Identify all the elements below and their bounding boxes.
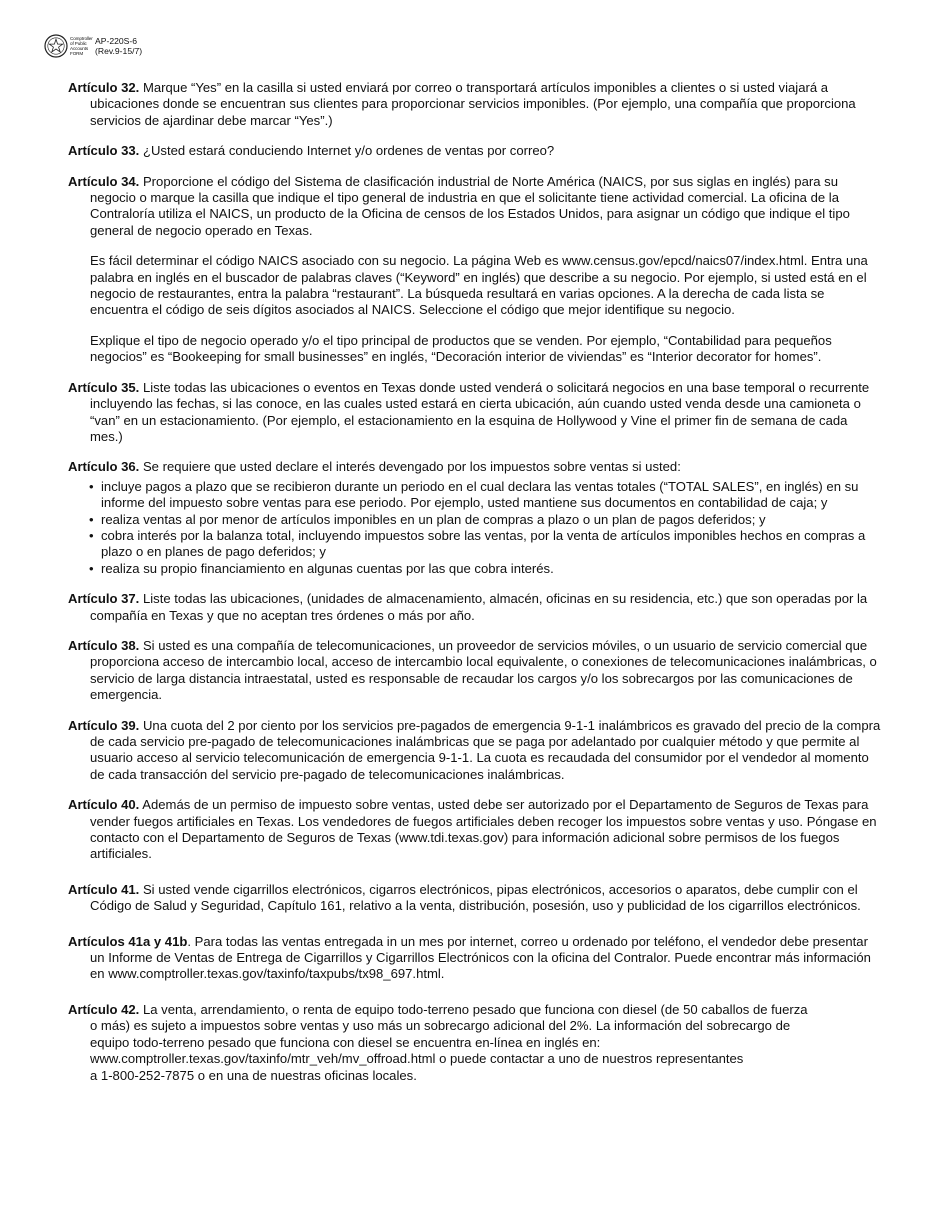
item-text: Una cuota del 2 por ciento por los servicios pre-pagados de emergencia 9-1-1 inalámbricos es gravado del precio de la compra de cada servicio pre-pagado de telecomunicaciones inalámbricas que se paga por adelantado por cualquier método y que permite al usuario acceso al servicio telecomunicación de emergencia 9-1-1. La cuota es recaudada del consumidor por el vendedor al momento de cada transacción del servicio pre-pagado de telecomunicaciones inalámbricas. xyxy=(90,717,881,782)
item-34-paragraph-3: Explique el tipo de negocio operado y/o el tipo principal de productos que se venden. Por ejemplo, “Contabilidad para pequeños negocios” es “Bookeeping for small businesses” en inglés, “Decoración interior de viviendas” es “Interior decorator for homes”. xyxy=(90,332,832,365)
list-item: • cobra interés por la balanza total, incluyendo impuestos sobre las ventas, por la venta de artículos imponibles hechos en compras a plazo o en planes de pago deferidos; y xyxy=(68,528,883,561)
form-number: AP-220S-6 xyxy=(95,35,138,46)
list-item: • realiza ventas al por menor de artículos imponibles en un plan de compras a plazo o un plan de pagos deferidos; y xyxy=(68,512,883,528)
item-41 xyxy=(68,882,883,915)
item-text-line: www.comptroller.texas.gov/taxinfo/mtr_veh/mv_offroad.html o puede contactar a uno de nuestros representantes xyxy=(90,1051,744,1067)
item-title: Artículo 38. xyxy=(68,637,140,653)
item-title: Artículo 40. xyxy=(68,797,140,813)
item-title: Artículo 37. xyxy=(68,591,140,607)
item-37 xyxy=(68,591,883,624)
item-title: Artículos 41a y 41b xyxy=(68,933,188,949)
item-title: Artículo 41. xyxy=(68,881,140,897)
item-36 xyxy=(68,459,883,475)
list-item: • incluye pagos a plazo que se recibieron durante un periodo en el cual declara las ventas totales (“TOTAL SALES”, en inglés) en su informe del impuesto sobre ventas para ese periodo. Por ejemplo, usted mantiene sus documentos en contabilidad de caja; y xyxy=(68,479,883,512)
item-text: Además de un permiso de impuesto sobre ventas, usted debe ser autorizado por el Departamento de Seguros de Texas para vender fuegos artificiales en Texas. Los vendedores de fuegos artificiales deben recoger los impuestos sobre ventas y uso. Póngase en contacto con el Departamento de Seguros de Texas (www.tdi.texas.gov) para información adicional sobre permisos de los fuegos artificiales. xyxy=(90,797,877,862)
item-32 xyxy=(68,80,883,129)
item-39 xyxy=(68,718,883,784)
item-title: Artículo 42. xyxy=(68,1001,140,1017)
item-title: Artículo 35. xyxy=(68,379,140,395)
item-text: Si usted es una compañía de telecomunicaciones, un proveedor de servicios móviles, o un usuario de servicio comercial que proporciona acceso de intercambio local, acceso de intercambio local equivalente, o conexiones de telecomunicaciones inalámbricas, o servicio de larga distancia intraestatal, usted es responsable de recaudar los cargos y/o los sobrecargos por las comunicaciones de emergencia. xyxy=(90,637,877,703)
item-40 xyxy=(68,797,883,863)
item-33 xyxy=(68,143,883,159)
item-35 xyxy=(68,380,883,446)
item-34 xyxy=(68,174,883,240)
list-item: • realiza su propio financiamiento en algunas cuentas por las que cobra interés. xyxy=(68,561,883,577)
item-41a-41b xyxy=(68,934,883,983)
item-text: Se requiere que usted declare el interés devengado por los impuestos sobre ventas si usted: xyxy=(142,459,681,475)
item-38 xyxy=(68,638,883,704)
form-header xyxy=(44,34,142,58)
state-seal-icon xyxy=(44,34,68,58)
item-title: Artículo 33. xyxy=(68,143,140,159)
item-text-line: o más) es sujeto a impuestos sobre ventas y uso más un sobrecargo adicional del 2%. La información del sobrecargo de xyxy=(90,1018,791,1034)
item-text: Si usted vende cigarrillos electrónicos, cigarros electrónicos, pipas electrónicos, accesorios o aparatos, debe cumplir con el Código de Salud y Seguridad, Capítulo 161, relativo a la venta, distribución, posesión, uso y publicidad de los cigarrillos electrónicos. xyxy=(90,881,861,914)
item-34-paragraph-2: Es fácil determinar el código NAICS asociado con su negocio. La página Web es www.census.gov/epcd/naics07/index.html. Entra una palabra en inglés en el buscador de palabras claves (“Keyword” en inglés) que describe a su negocio. Por ejemplo, si usted está en el negocio de restaurantes, entra la palabra “restaurant”. La búsqueda resultará en varias opciones. A la derecha de cada lista se encuentra el código de seis dígitos asociados al NAICS. Seleccione el código que mejor identifique su negocio. xyxy=(90,253,868,318)
item-text-line: equipo todo-terreno pesado que funciona con diesel se encuentra en-línea en inglés en: xyxy=(90,1034,601,1050)
item-text: Liste todas las ubicaciones, (unidades de almacenamiento, almacén, oficinas en su residencia, etc.) que son operadas por la compañía en Texas y que no aceptan tres órdenes o más por año. xyxy=(90,591,868,623)
item-text: Proporcione el código del Sistema de clasificación industrial de Norte América (NAICS, por sus siglas en inglés) para su negocio o marque la casilla que indique el tipo general de industria en que el solicitante tiene actividad comercial. La oficina de la Contraloría utiliza el NAICS, un producto de la Oficina de censos de los Estados Unidos, para asignar un código que indique el tipo general de negocio operado en Texas. xyxy=(90,173,850,238)
item-36-bullet-list xyxy=(68,479,883,577)
item-title: Artículo 32. xyxy=(68,80,140,95)
item-text: . Para todas las ventas entregada in un mes por internet, correo u ordenado por teléfono, el vendedor debe presentar un Informe de Ventas de Entrega de Cigarrillos y Cigarrillos Electrónicos con la oficina del Contralor. Puede encontrar más información en www.comptroller.texas.gov/taxinfo/taxpubs/tx98_697.html. xyxy=(90,933,871,982)
agency-name: Comptroller of Public Accounts FORM xyxy=(70,36,93,56)
item-title: Artículo 36. xyxy=(68,459,140,475)
item-text: Marque “Yes” en la casilla si usted enviará por correo o transportará artículos imponibles a clientes o si usted viajará a ubicaciones donde se encuentran sus clientes para proporcionar servicios imponibles. (Por ejemplo, una compañía que proporciona servicios de ajardinar debe marcar “Yes”.) xyxy=(90,80,856,128)
item-text: ¿Usted estará conduciendo Internet y/o ordenes de ventas por correo? xyxy=(142,143,555,159)
form-revision: (Rev.9-15/7) xyxy=(95,46,143,56)
item-42 xyxy=(68,1002,883,1084)
item-text: Liste todas las ubicaciones o eventos en Texas donde usted venderá o solicitará negocios en una base temporal o recurrente incluyendo las fechas, si las conoce, en las cuales usted estará en cierta ubicación, aún cuando usted venda desde una camioneta o “van” en un estacionamiento. (Por ejemplo, el estacionamiento en la esquina de Hollywood y Vine el primer fin de semana de cada mes.) xyxy=(90,379,870,444)
item-title: Artículo 39. xyxy=(68,717,140,733)
item-text-line: a 1-800-252-7875 o en una de nuestras oficinas locales. xyxy=(90,1067,417,1083)
item-text-line: La venta, arrendamiento, o renta de equipo todo-terreno pesado que funciona con diesel (de 50 caballos de fuerza xyxy=(142,1001,808,1017)
instructions-body xyxy=(68,80,883,1098)
item-title: Artículo 34. xyxy=(68,173,140,189)
form-identifier xyxy=(95,36,142,57)
